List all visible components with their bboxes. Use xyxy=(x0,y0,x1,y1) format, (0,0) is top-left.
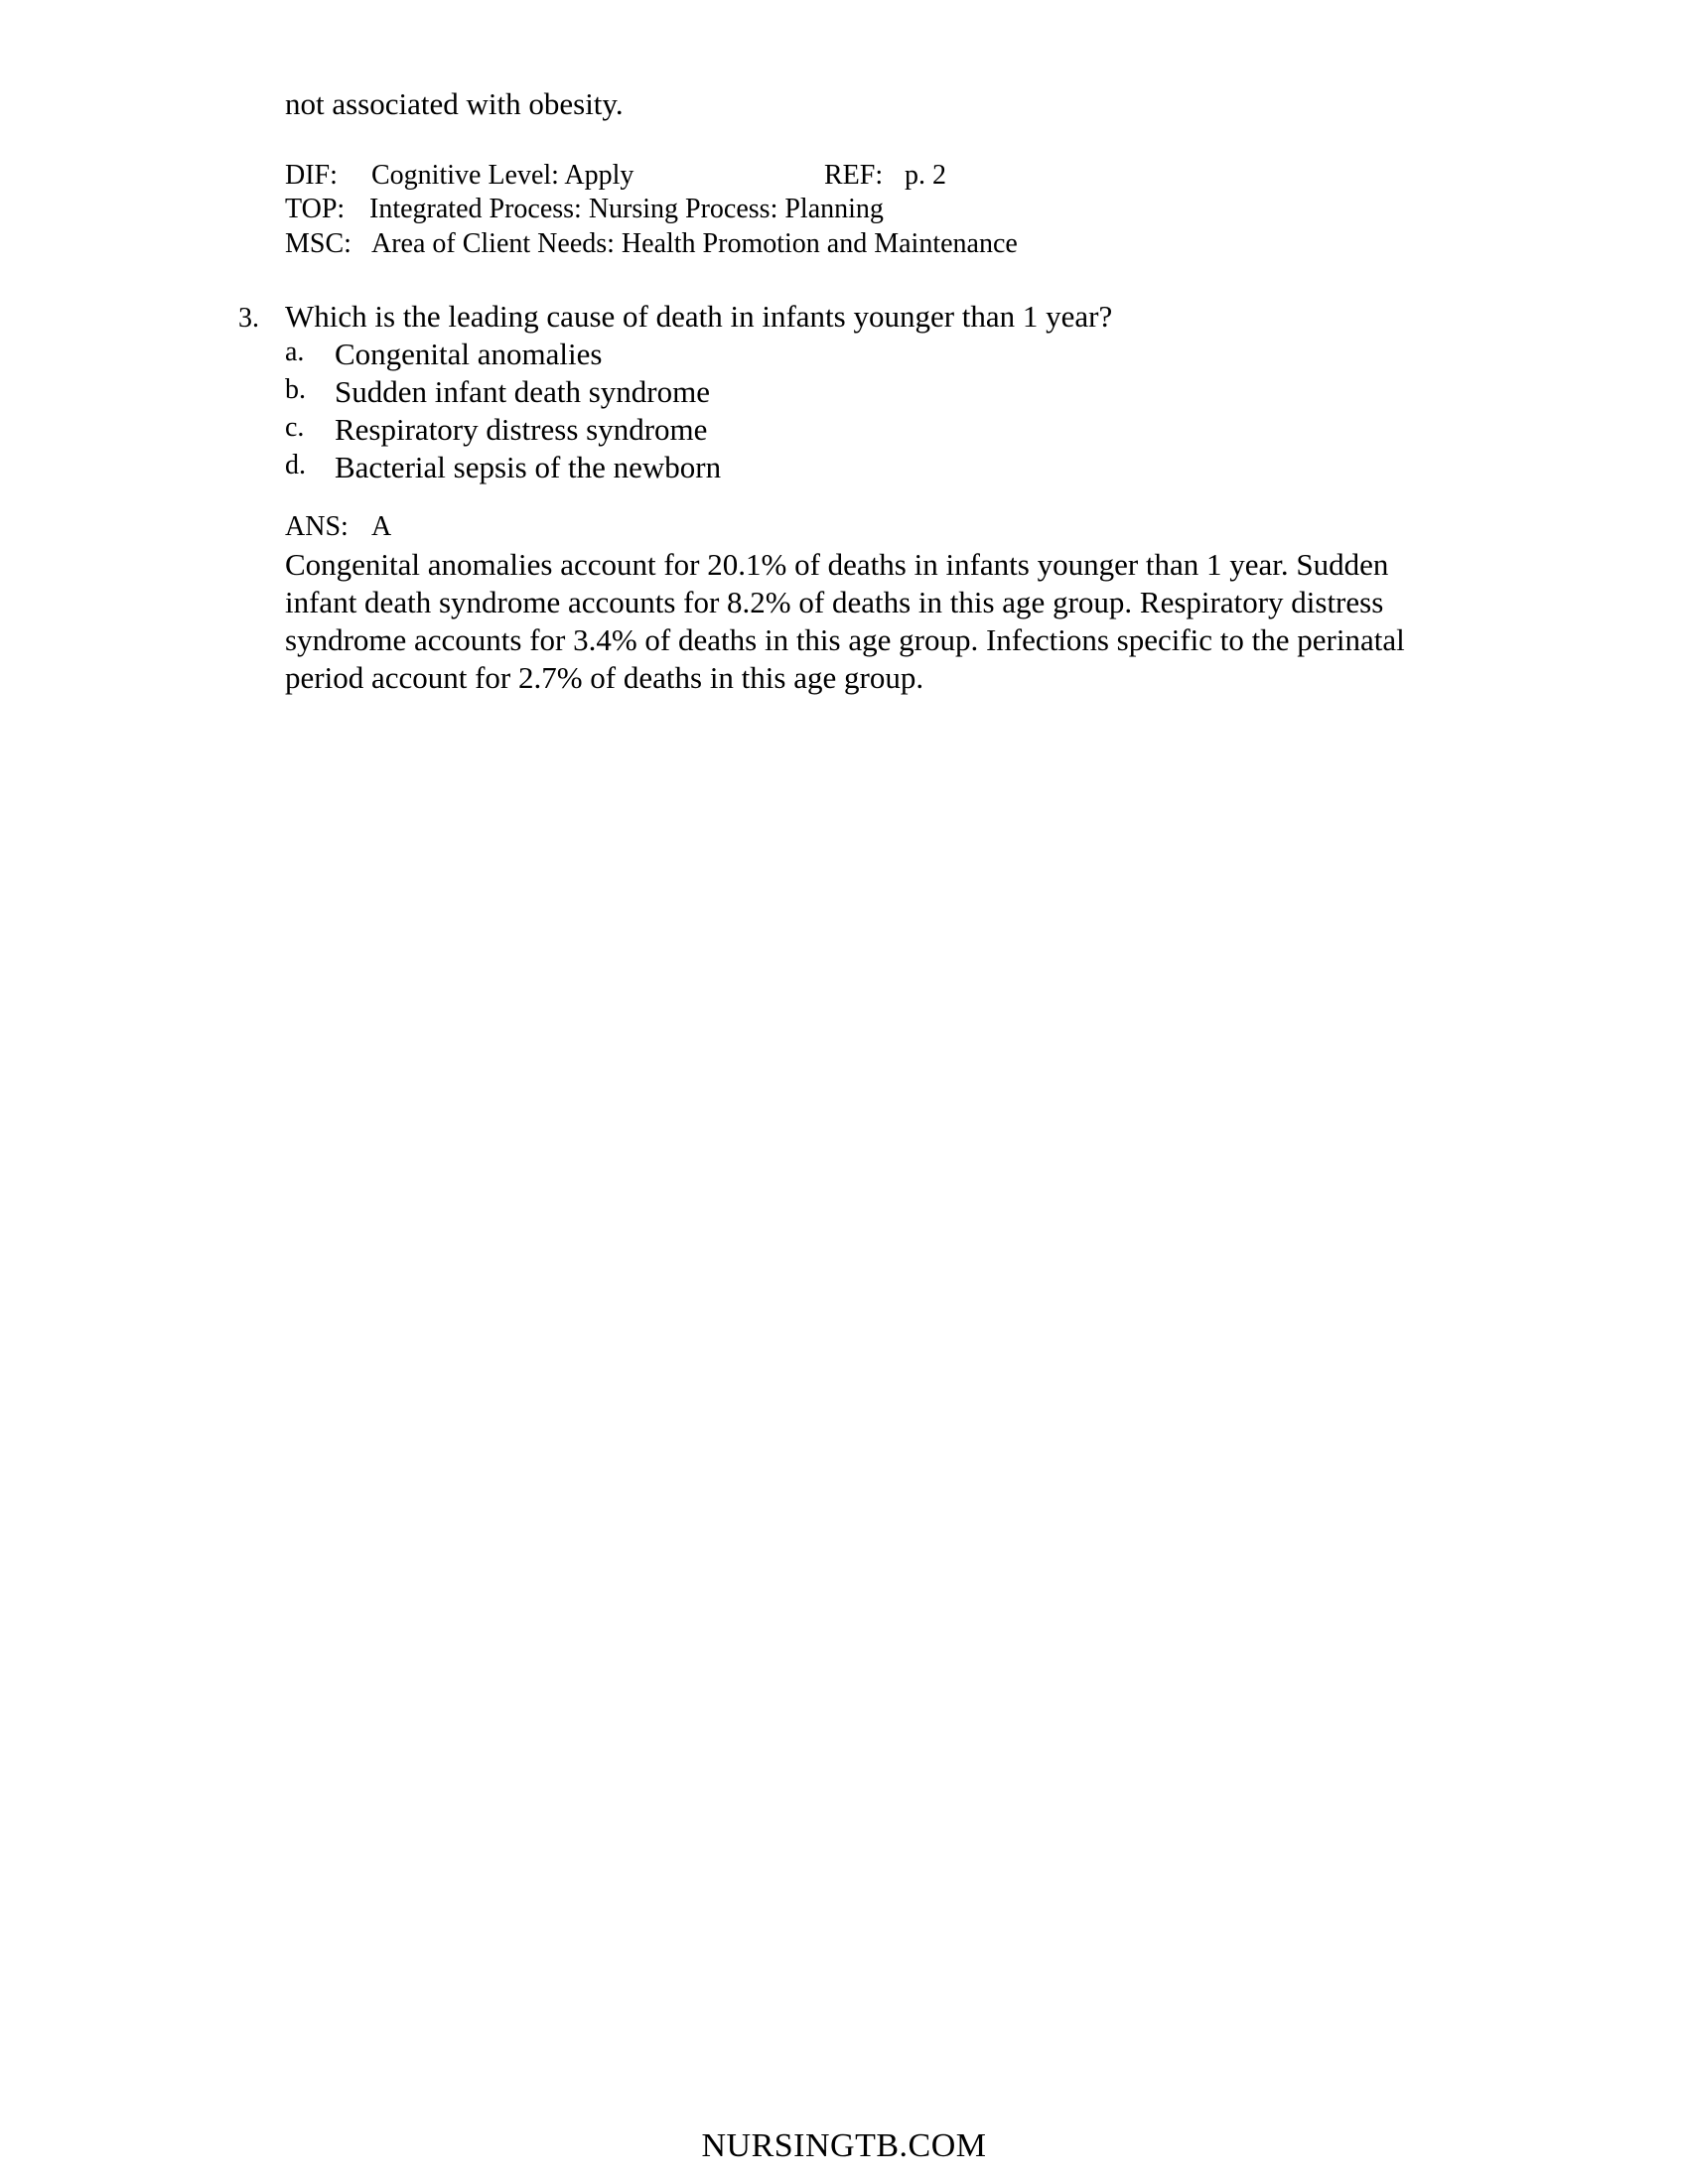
msc-label: MSC: xyxy=(285,228,352,259)
option-a-letter: a. xyxy=(285,337,305,367)
question-number: 3. xyxy=(238,303,259,334)
rationale-line: period account for 2.7% of deaths in this age group. xyxy=(285,660,924,695)
option-b-text: Sudden infant death syndrome xyxy=(335,374,710,409)
answer-label: ANS: xyxy=(285,511,349,542)
option-b-letter: b. xyxy=(285,374,306,405)
option-d-text: Bacterial sepsis of the newborn xyxy=(335,450,722,484)
top-value: Integrated Process: Nursing Process: Planning xyxy=(369,194,884,224)
ref-value: p. 2 xyxy=(905,160,946,191)
msc-value: Area of Client Needs: Health Promotion and Maintenance xyxy=(371,228,1018,259)
option-c-letter: c. xyxy=(285,412,305,443)
dif-value: Cognitive Level: Apply xyxy=(371,160,634,191)
top-label: TOP: xyxy=(285,194,346,224)
carryover-text: not associated with obesity. xyxy=(285,86,624,121)
rationale-line: syndrome accounts for 3.4% of deaths in this age group. Infections specific to the perinatal xyxy=(285,622,1405,657)
question-stem: Which is the leading cause of death in infants younger than 1 year? xyxy=(285,299,1113,334)
rationale-line: Congenital anomalies account for 20.1% of deaths in infants younger than 1 year. Sudden xyxy=(285,547,1389,582)
rationale-line: infant death syndrome accounts for 8.2% of deaths in this age group. Respiratory distress xyxy=(285,585,1384,619)
option-c-text: Respiratory distress syndrome xyxy=(335,412,708,447)
dif-label: DIF: xyxy=(285,160,338,191)
footer-watermark: NURSINGTB.COM xyxy=(701,2127,987,2164)
answer-value: A xyxy=(371,511,392,542)
rationale xyxy=(285,546,1496,697)
option-d-letter: d. xyxy=(285,450,306,480)
option-a-text: Congenital anomalies xyxy=(335,337,603,371)
ref-label: REF: xyxy=(824,160,884,191)
